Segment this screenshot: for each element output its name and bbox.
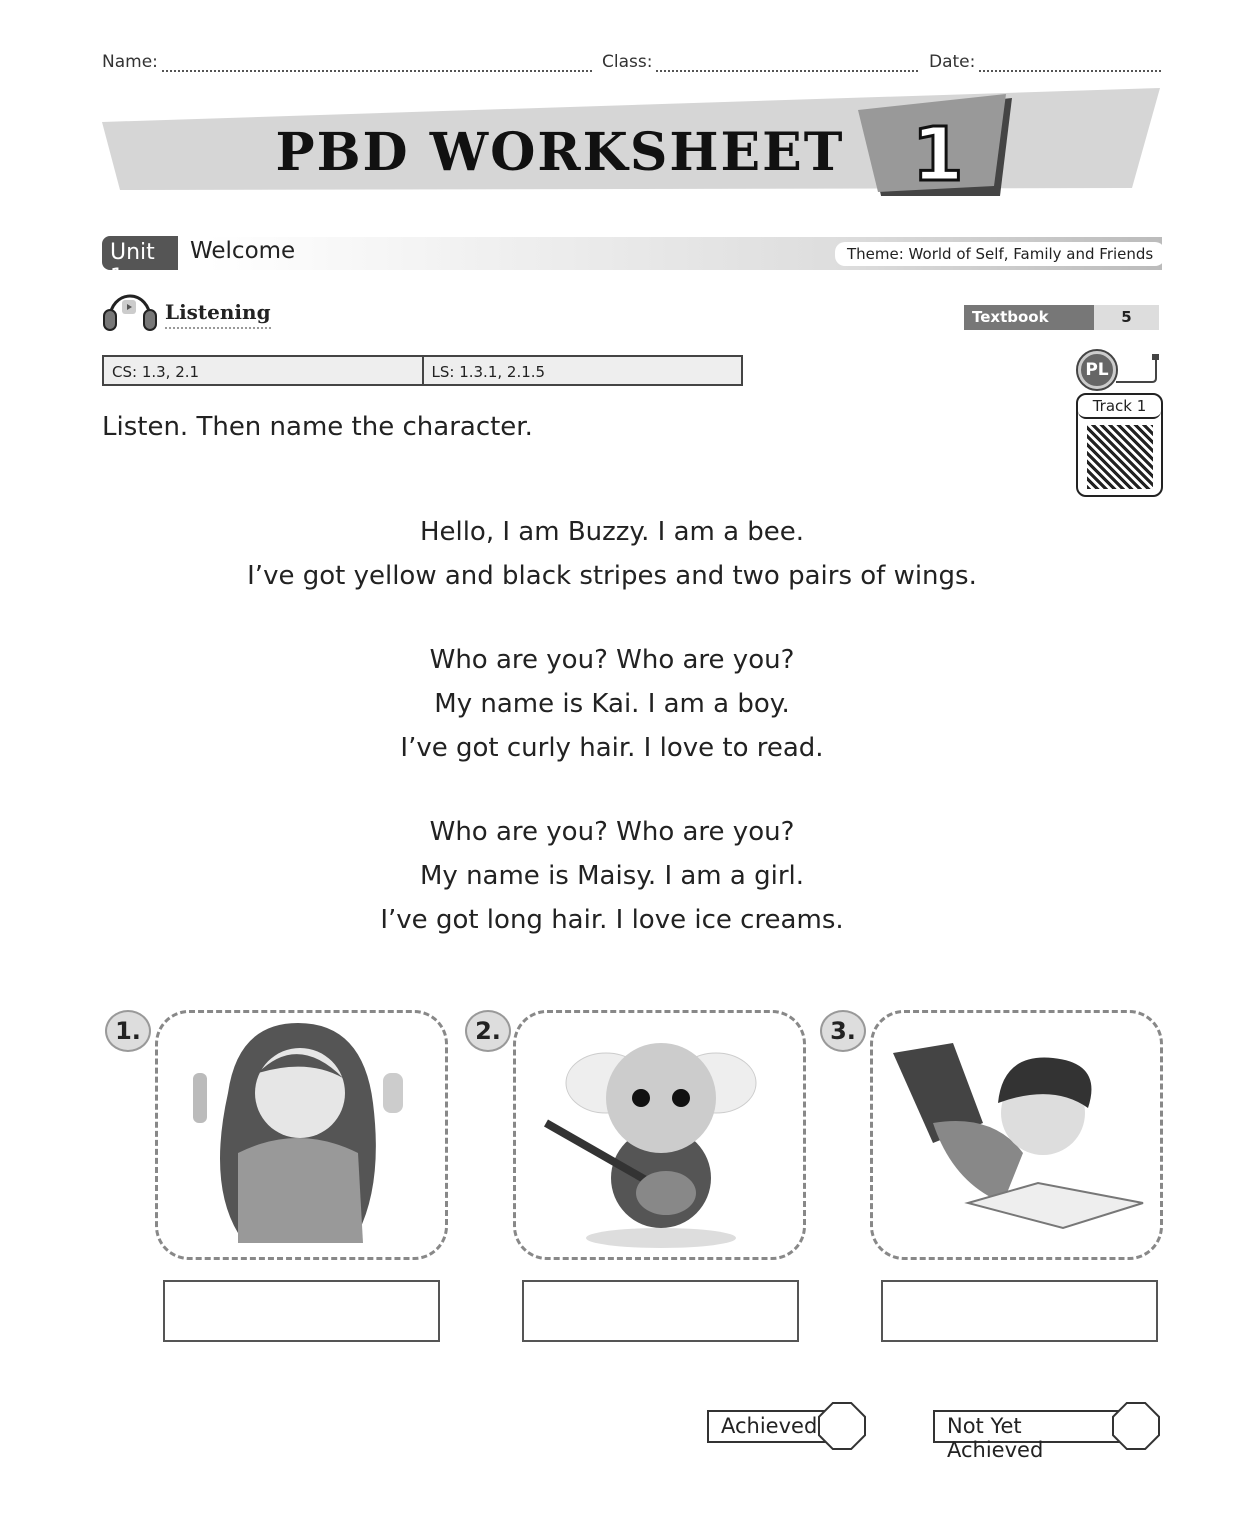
skill-label: Listening <box>165 300 271 329</box>
headphones-icon <box>102 282 158 332</box>
textbook-page-number: 5 <box>1094 305 1159 330</box>
poem-stanza-1 <box>0 510 1224 598</box>
not-yet-achieved-label: Not Yet Achieved <box>933 1410 1123 1443</box>
poem-line: Who are you? Who are you? <box>429 645 795 675</box>
class-line <box>656 58 918 72</box>
poem-line: I’ve got curly hair. I love to read. <box>400 733 824 763</box>
picture-frame-bee <box>513 1010 806 1260</box>
instruction: Listen. Then name the character. <box>102 412 533 442</box>
name-field[interactable] <box>102 52 592 72</box>
track-label: Track 1 <box>1078 395 1161 419</box>
bee-illustration <box>516 1013 803 1257</box>
textbook-page <box>964 305 1159 344</box>
answer-box-2[interactable] <box>522 1280 799 1342</box>
class-label: Class: <box>602 52 653 72</box>
qr-code-icon <box>1087 425 1153 489</box>
date-label: Date: <box>929 52 976 72</box>
audio-track-qr[interactable] <box>1076 393 1163 497</box>
date-line <box>979 58 1161 72</box>
girl-illustration <box>158 1013 445 1257</box>
answer-box-3[interactable] <box>881 1280 1158 1342</box>
poem-line: I’ve got long hair. I love ice creams. <box>380 905 844 935</box>
cable-icon <box>1114 352 1160 386</box>
picture-frame-boy <box>870 1010 1163 1260</box>
picture-number: 1. <box>105 1010 151 1052</box>
picture-number: 3. <box>820 1010 866 1052</box>
poem-line: My name is Kai. I am a boy. <box>434 689 790 719</box>
poem-line: Hello, I am Buzzy. I am a bee. <box>419 517 805 547</box>
achieved-label: Achieved <box>707 1410 827 1443</box>
poem-line: I’ve got yellow and black stripes and two pairs of wings. <box>247 561 977 591</box>
worksheet-title: PBD WORKSHEET <box>275 122 845 183</box>
name-line <box>162 58 592 72</box>
content-standard: CS: 1.3, 2.1 <box>104 357 424 384</box>
worksheet-number: 1 <box>912 112 964 198</box>
picture-number: 2. <box>465 1010 511 1052</box>
poem-line: My name is Maisy. I am a girl. <box>419 861 805 891</box>
date-field[interactable] <box>929 52 1161 72</box>
standards-table <box>102 355 743 386</box>
pl-badge: PL <box>1078 351 1116 389</box>
picture-frame-girl <box>155 1010 448 1260</box>
learning-standard: LS: 1.3.1, 2.1.5 <box>431 363 546 381</box>
unit-name: Welcome <box>190 238 296 264</box>
poem-stanza-2 <box>0 638 1224 770</box>
name-label: Name: <box>102 52 158 72</box>
answer-box-1[interactable] <box>163 1280 440 1342</box>
poem-line: Who are you? Who are you? <box>429 817 795 847</box>
class-field[interactable] <box>602 52 918 72</box>
boy-illustration <box>873 1013 1160 1257</box>
textbook-page-label: Textbook page: <box>964 305 1094 330</box>
poem-stanza-3 <box>0 810 1224 942</box>
unit-tag: Unit 1 <box>102 236 178 270</box>
theme-label: Theme: World of Self, Family and Friends <box>835 242 1165 266</box>
